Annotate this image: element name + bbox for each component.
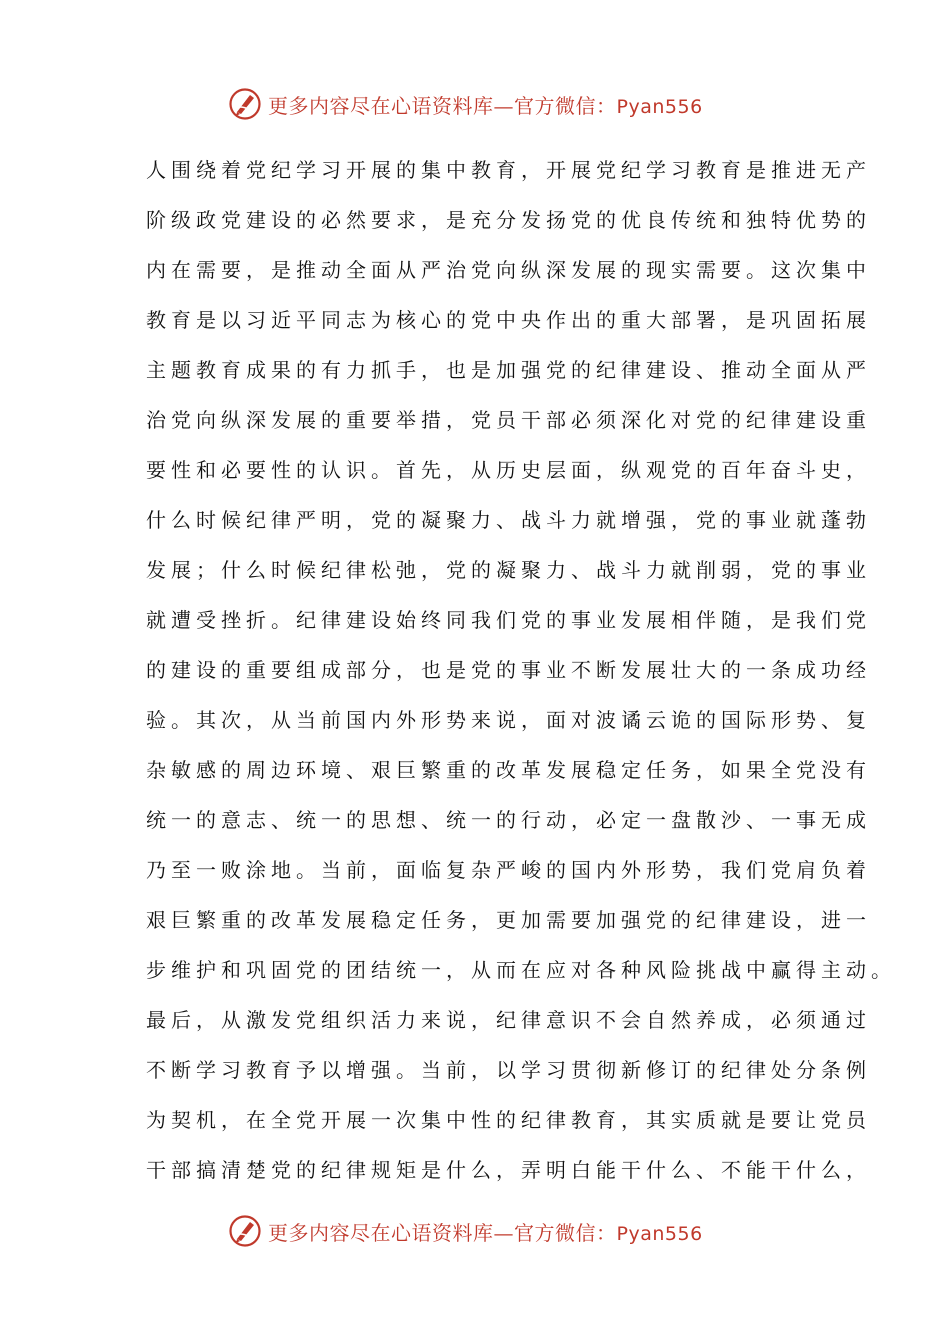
pen-logo-icon [228, 1214, 262, 1248]
pen-logo-icon [228, 87, 262, 121]
header-banner-text [268, 90, 703, 119]
body-text-line: 步维护和巩固党的团结统一，从而在应对各种风险挑战中赢得主动。 [146, 958, 896, 982]
body-text-line: 最后，从激发党组织活力来说，纪律意识不会自然养成，必须通过 [146, 1008, 871, 1032]
body-text-line: 内在需要，是推动全面从严治党向纵深发展的现实需要。这次集中 [146, 258, 871, 282]
header-banner-label: 更多内容尽在心语资料库—官方微信： [268, 93, 617, 118]
body-text-line: 的建设的重要组成部分，也是党的事业不断发展壮大的一条成功经 [146, 658, 871, 682]
body-text-line: 主题教育成果的有力抓手，也是加强党的纪律建设、推动全面从严 [146, 358, 871, 382]
body-text-line: 干部搞清楚党的纪律规矩是什么，弄明白能干什么、不能干什么， [146, 1158, 871, 1182]
body-text-line: 为契机，在全党开展一次集中性的纪律教育，其实质就是要让党员 [146, 1108, 871, 1132]
footer-banner-handle: Pyan556 [616, 1222, 703, 1245]
footer-banner-text [268, 1217, 703, 1246]
body-text-line: 统一的意志、统一的思想、统一的行动，必定一盘散沙、一事无成 [146, 808, 871, 832]
body-text-line: 发展；什么时候纪律松弛，党的凝聚力、战斗力就削弱，党的事业 [146, 558, 871, 582]
footer-banner-label: 更多内容尽在心语资料库—官方微信： [268, 1220, 617, 1245]
body-text-line: 教育是以习近平同志为核心的党中央作出的重大部署，是巩固拓展 [146, 308, 871, 332]
body-text-line: 验。其次，从当前国内外形势来说，面对波谲云诡的国际形势、复 [146, 708, 871, 732]
body-text-line: 不断学习教育予以增强。当前，以学习贯彻新修订的纪律处分条例 [146, 1058, 871, 1082]
header-banner-handle: Pyan556 [616, 95, 703, 118]
document-body [146, 145, 896, 1195]
header-banner [228, 84, 703, 124]
body-text-line: 人围绕着党纪学习开展的集中教育，开展党纪学习教育是推进无产 [146, 158, 871, 182]
body-text-line: 艰巨繁重的改革发展稳定任务，更加需要加强党的纪律建设，进一 [146, 908, 871, 932]
body-text-line: 乃至一败涂地。当前，面临复杂严峻的国内外形势，我们党肩负着 [146, 858, 871, 882]
body-text-line: 什么时候纪律严明，党的凝聚力、战斗力就增强，党的事业就蓬勃 [146, 508, 871, 532]
body-text-line: 要性和必要性的认识。首先，从历史层面，纵观党的百年奋斗史， [146, 458, 871, 482]
body-text-line: 就遭受挫折。纪律建设始终同我们党的事业发展相伴随，是我们党 [146, 608, 871, 632]
body-text-line: 治党向纵深发展的重要举措，党员干部必须深化对党的纪律建设重 [146, 408, 871, 432]
body-text-line: 杂敏感的周边环境、艰巨繁重的改革发展稳定任务，如果全党没有 [146, 758, 871, 782]
body-text-line: 阶级政党建设的必然要求，是充分发扬党的优良传统和独特优势的 [146, 208, 871, 232]
footer-banner [228, 1211, 703, 1251]
